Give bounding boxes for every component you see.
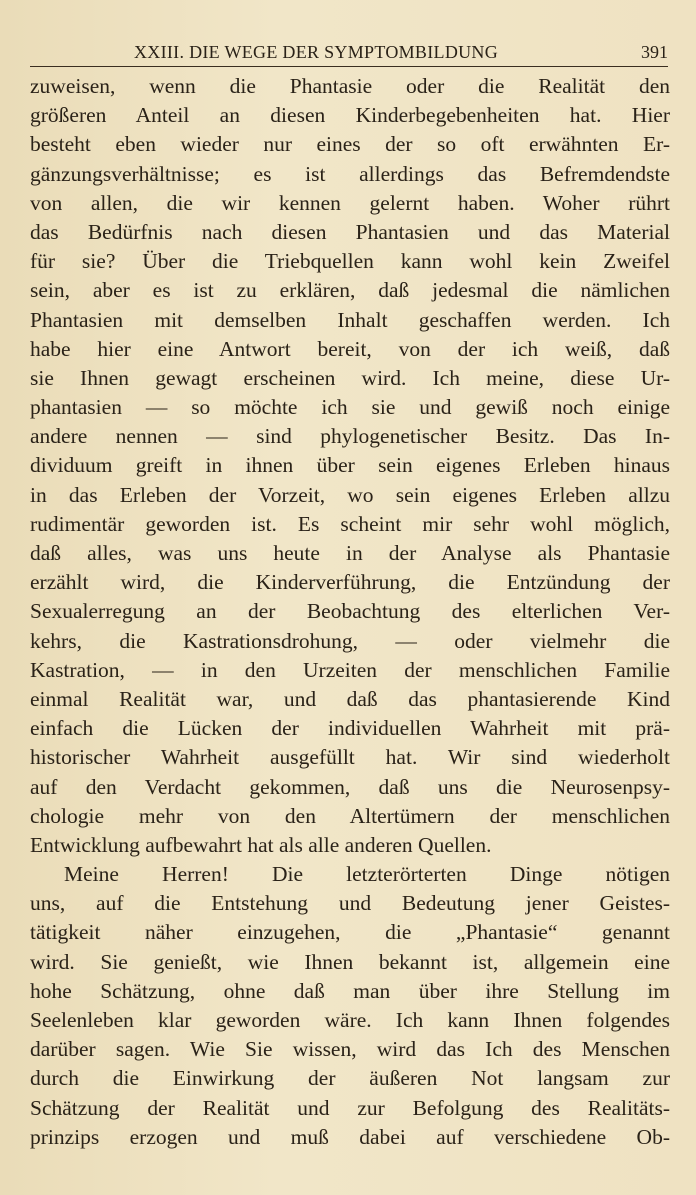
- text-line: größeren Anteil an diesen Kinderbegebenheiten hat. Hier: [30, 103, 670, 128]
- text-line: andere nennen — sind phylogenetischer Besitz. Das In-: [30, 424, 670, 449]
- paragraph-end-line: Entwicklung aufbewahrt hat als alle anderen Quellen.: [30, 832, 492, 857]
- text-line: einmal Realität war, und daß das phantasierende Kind: [30, 686, 670, 711]
- header-rule: [30, 66, 668, 67]
- text-line: sie Ihnen gewagt erscheinen wird. Ich meine, diese Ur-: [30, 365, 670, 390]
- text-line: sein, aber es ist zu erklären, daß jedesmal die nämlichen: [30, 278, 670, 303]
- text-line: tätigkeit näher einzugehen, die „Phantasie“ genannt: [30, 920, 670, 945]
- page-number: 391: [641, 42, 668, 62]
- text-line: von allen, die wir kennen gelernt haben. Woher rührt: [30, 190, 670, 215]
- running-header: [30, 38, 668, 68]
- text-line: hohe Schätzung, ohne daß man über ihre Stellung im: [30, 978, 670, 1003]
- text-line: Sexualerregung an der Beobachtung des elterlichen Ver-: [30, 599, 670, 624]
- text-line: habe hier eine Antwort bereit, von der ich weiß, daß: [30, 336, 670, 361]
- text-line: zuweisen, wenn die Phantasie oder die Realität den: [30, 74, 670, 98]
- paragraph-start-line: Meine Herren! Die letzterörterten Dinge nötigen: [64, 862, 670, 887]
- chapter-title: XXIII. DIE WEGE DER SYMPTOMBILDUNG: [134, 42, 499, 62]
- text-line: einfach die Lücken der individuellen Wahrheit mit prä-: [30, 716, 670, 741]
- text-line: Seelenleben klar geworden wäre. Ich kann Ihnen folgendes: [30, 1008, 670, 1032]
- text-line: kehrs, die Kastrationsdrohung, — oder vielmehr die: [30, 628, 670, 653]
- text-line: erzählt wird, die Kinderverführung, die Entzündung der: [30, 570, 670, 595]
- text-line: daß alles, was uns heute in der Analyse als Phantasie: [30, 541, 670, 565]
- text-line: Kastration, — in den Urzeiten der menschlichen Familie: [30, 657, 670, 682]
- text-line: uns, auf die Entstehung und Bedeutung jener Geistes-: [30, 891, 670, 916]
- text-line: wird. Sie genießt, wie Ihnen bekannt ist, allgemein eine: [30, 949, 670, 974]
- text-line: Phantasien mit demselben Inhalt geschaffen werden. Ich: [30, 307, 670, 332]
- text-line: durch die Einwirkung der äußeren Not langsam zur: [30, 1066, 670, 1091]
- text-line: historischer Wahrheit ausgefüllt hat. Wir sind wiederholt: [30, 745, 670, 770]
- text-line: in das Erleben der Vorzeit, wo sein eigenes Erleben allzu: [30, 482, 670, 507]
- text-line: darüber sagen. Wie Sie wissen, wird das Ich des Menschen: [30, 1037, 670, 1062]
- text-line: auf den Verdacht gekommen, daß uns die Neurosenpsy-: [30, 774, 670, 799]
- text-line: besteht eben wieder nur eines der so oft erwähnten Er-: [30, 132, 670, 157]
- text-line: Schätzung der Realität und zur Befolgung des Realitäts-: [30, 1095, 670, 1120]
- text-line: das Bedürfnis nach diesen Phantasien und das Material: [30, 219, 670, 244]
- text-line: gänzungsverhältnisse; es ist allerdings das Befremdendste: [30, 161, 670, 186]
- text-line: chologie mehr von den Altertümern der menschlichen: [30, 803, 670, 828]
- text-line: phantasien — so möchte ich sie und gewiß noch einige: [30, 395, 670, 420]
- text-line: dividuum greift in ihnen über sein eigenes Erleben hinaus: [30, 453, 670, 478]
- text-line: rudimentär geworden ist. Es scheint mir sehr wohl möglich,: [30, 511, 670, 536]
- body-text: [30, 72, 670, 1152]
- text-line: für sie? Über die Triebquellen kann wohl kein Zweifel: [30, 249, 670, 274]
- text-line: prinzips erzogen und muß dabei auf verschiedene Ob-: [30, 1124, 670, 1149]
